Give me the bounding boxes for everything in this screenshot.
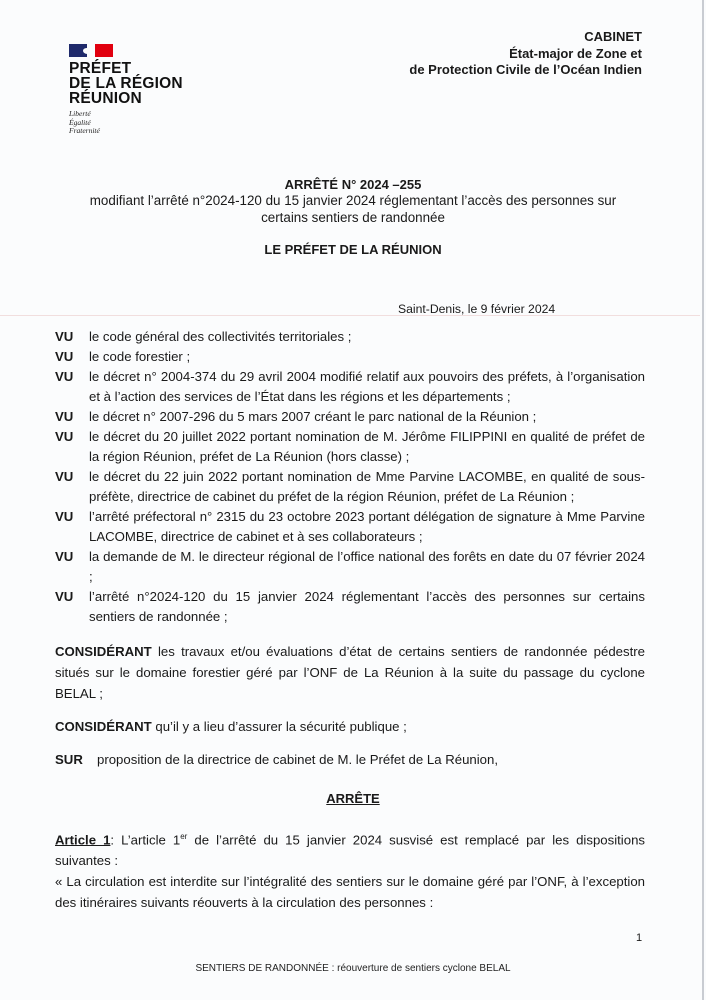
sur-clause: [55, 752, 498, 767]
scan-artifact-line: [0, 315, 700, 316]
vu-item: VU le code général des collectivités territoriales ;: [55, 327, 645, 347]
authority: LE PRÉFET DE LA RÉUNION: [264, 242, 442, 257]
vu-label: VU: [55, 469, 74, 484]
page-footer: SENTIERS DE RANDONNÉE : réouverture de sentiers cyclone BELAL: [195, 963, 511, 974]
vu-label: VU: [55, 429, 74, 444]
issuing-office: [409, 29, 642, 79]
vu-label: VU: [55, 329, 74, 344]
considerant-text: les travaux et/ou évaluations d’état de certains sentiers de randonnée pédestre situés sur le domaine forestier géré par l’ONF de La Réunion à la suite du passage du cyclone BELAL ;: [55, 644, 646, 701]
vu-list: [55, 327, 645, 627]
vu-label: VU: [55, 409, 74, 424]
considerant-1: [55, 641, 645, 704]
arrete-heading: ARRÊTE: [326, 791, 380, 806]
vu-item: VU l’arrêté n°2024-120 du 15 janvier 2024 réglementant l’accès des personnes sur certains sentiers de randonnée ;: [55, 587, 645, 627]
sur-label: SUR: [55, 752, 83, 767]
title-block: [40, 177, 666, 257]
vu-item: VU le code forestier ;: [55, 347, 645, 367]
logo-title: PRÉFET DE LA RÉGION RÉUNION: [69, 60, 183, 107]
page-number: 1: [636, 932, 643, 944]
considerant-label: CONSIDÉRANT: [55, 719, 152, 734]
prefecture-logo: [69, 44, 183, 136]
vu-label: VU: [55, 549, 74, 564]
subtitle-line-1: modifiant l’arrêté n°2024-120 du 15 janvier 2024 réglementant l’accès des personnes sur: [89, 193, 617, 208]
republic-motto: Liberté Égalité Fraternité: [69, 109, 100, 135]
scan-edge-line: [702, 0, 704, 1000]
article-label: Article 1: [55, 832, 111, 848]
considerant-label: CONSIDÉRANT: [55, 644, 152, 659]
vu-label: VU: [55, 349, 74, 364]
vu-label: VU: [55, 589, 74, 604]
vu-item: VU le décret du 20 juillet 2022 portant nomination de M. Jérôme FILIPPINI en qualité de préfet de la région Réunion, préfet de La Réunion (hors classe) ;: [55, 427, 645, 467]
office-line-3: de Protection Civile de l’Océan Indien: [409, 62, 642, 77]
vu-item: VU le décret n° 2007-296 du 5 mars 2007 créant le parc national de la Réunion ;: [55, 407, 645, 427]
office-cabinet: CABINET: [584, 29, 642, 44]
article-1: Article 1: L’article 1er de l’arrêté du 15 janvier 2024 susvisé est remplacé par les dispositions suivantes : « La circulation est interdite sur l’intégralité des sentiers sur le domaine géré par l’ONF, à l’exception des itinéraires suivants réouverts à la circulation des personnes :: [55, 826, 645, 913]
vu-label: VU: [55, 509, 74, 524]
date-place: Saint-Denis, le 9 février 2024: [398, 302, 556, 316]
sur-text: proposition de la directrice de cabinet de M. le Préfet de La Réunion,: [97, 752, 498, 767]
subtitle-line-2: certains sentiers de randonnée: [261, 209, 445, 225]
vu-item: VU l’arrêté préfectoral n° 2315 du 23 octobre 2023 portant délégation de signature à Mme Parvine LACOMBE, directrice de cabinet et à ses collaborateurs ;: [55, 507, 645, 547]
vu-label: VU: [55, 369, 74, 384]
vu-item: VU le décret du 22 juin 2022 portant nomination de Mme Parvine LACOMBE, en qualité de sous-préfète, directrice de cabinet du préfet de la région Réunion, préfet de La Réunion ;: [55, 467, 645, 507]
considerant-text: qu’il y a lieu d’assurer la sécurité publique ;: [155, 719, 407, 734]
office-line-2: État-major de Zone et: [509, 45, 642, 61]
vu-item: VU le décret n° 2004-374 du 29 avril 2004 modifié relatif aux pouvoirs des préfets, à l’organisation et à l’action des services de l’État dans les régions et les départements ;: [55, 367, 645, 407]
article-quote: « La circulation est interdite sur l’intégralité des sentiers sur le domaine géré par l’ONF, à l’exception des itinéraires suivants réouverts à la circulation des personnes :: [55, 874, 645, 911]
marianne-flag-icon: [69, 44, 113, 57]
vu-item: VU la demande de M. le directeur régional de l’office national des forêts en date du 07 février 2024 ;: [55, 547, 645, 587]
considerant-2: [55, 716, 645, 737]
arrete-number: ARRÊTÉ N° 2024 –255: [284, 177, 422, 192]
